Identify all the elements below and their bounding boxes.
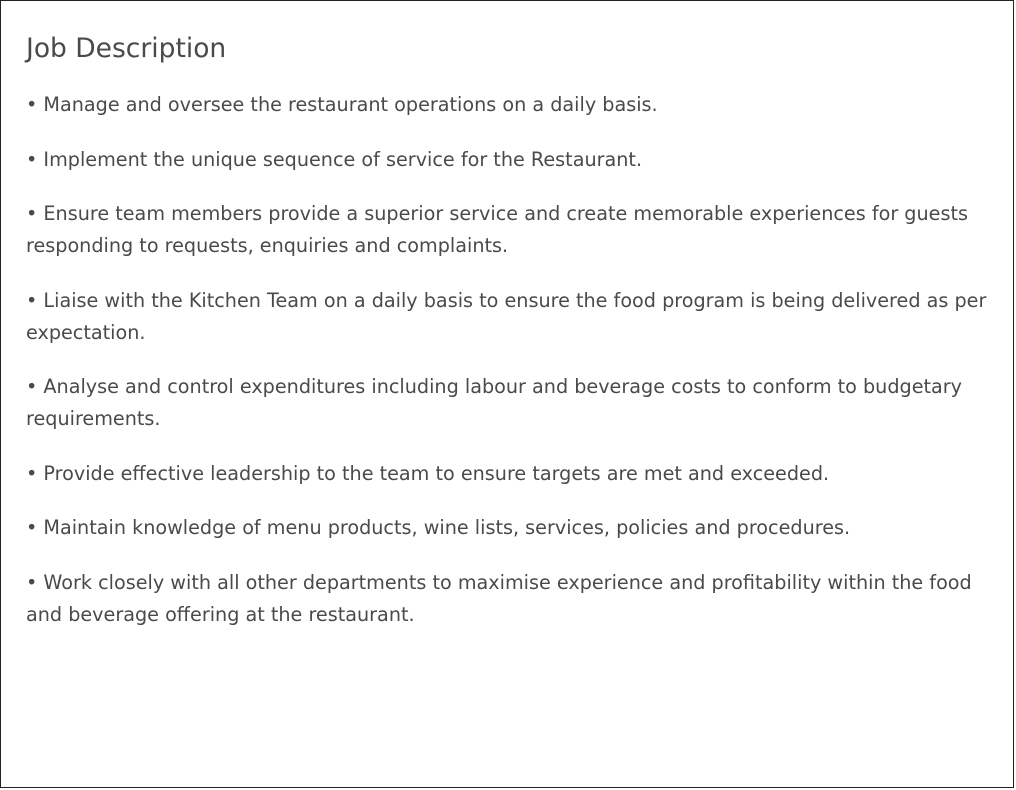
duty-item-8: • Work closely with all other departments to maximise experience and profitability within the food and beverage offering at the restaurant.: [26, 570, 972, 626]
duty-item-3: • Ensure team members provide a superior service and create memorable experiences for guests responding to requests, enquiries and complaints.: [26, 202, 968, 257]
duty-item-6: • Provide effective leadership to the team to ensure targets are met and exceeded.: [26, 461, 830, 485]
duty-item-2: • Implement the unique sequence of service for the Restaurant.: [26, 147, 643, 171]
duty-item-5: • Analyse and control expenditures including labour and beverage costs to conform to budgetary requirements.: [26, 375, 963, 430]
duty-item-7: • Maintain knowledge of menu products, wine lists, services, policies and procedures.: [26, 516, 851, 539]
duty-item-1: • Manage and oversee the restaurant operations on a daily basis.: [26, 93, 658, 116]
duties-list: [26, 89, 988, 631]
duty-item-4: • Liaise with the Kitchen Team on a daily basis to ensure the food program is being delivered as per expectation.: [26, 288, 987, 344]
job-description-content: [26, 31, 988, 631]
section-title: Job Description: [26, 33, 227, 64]
